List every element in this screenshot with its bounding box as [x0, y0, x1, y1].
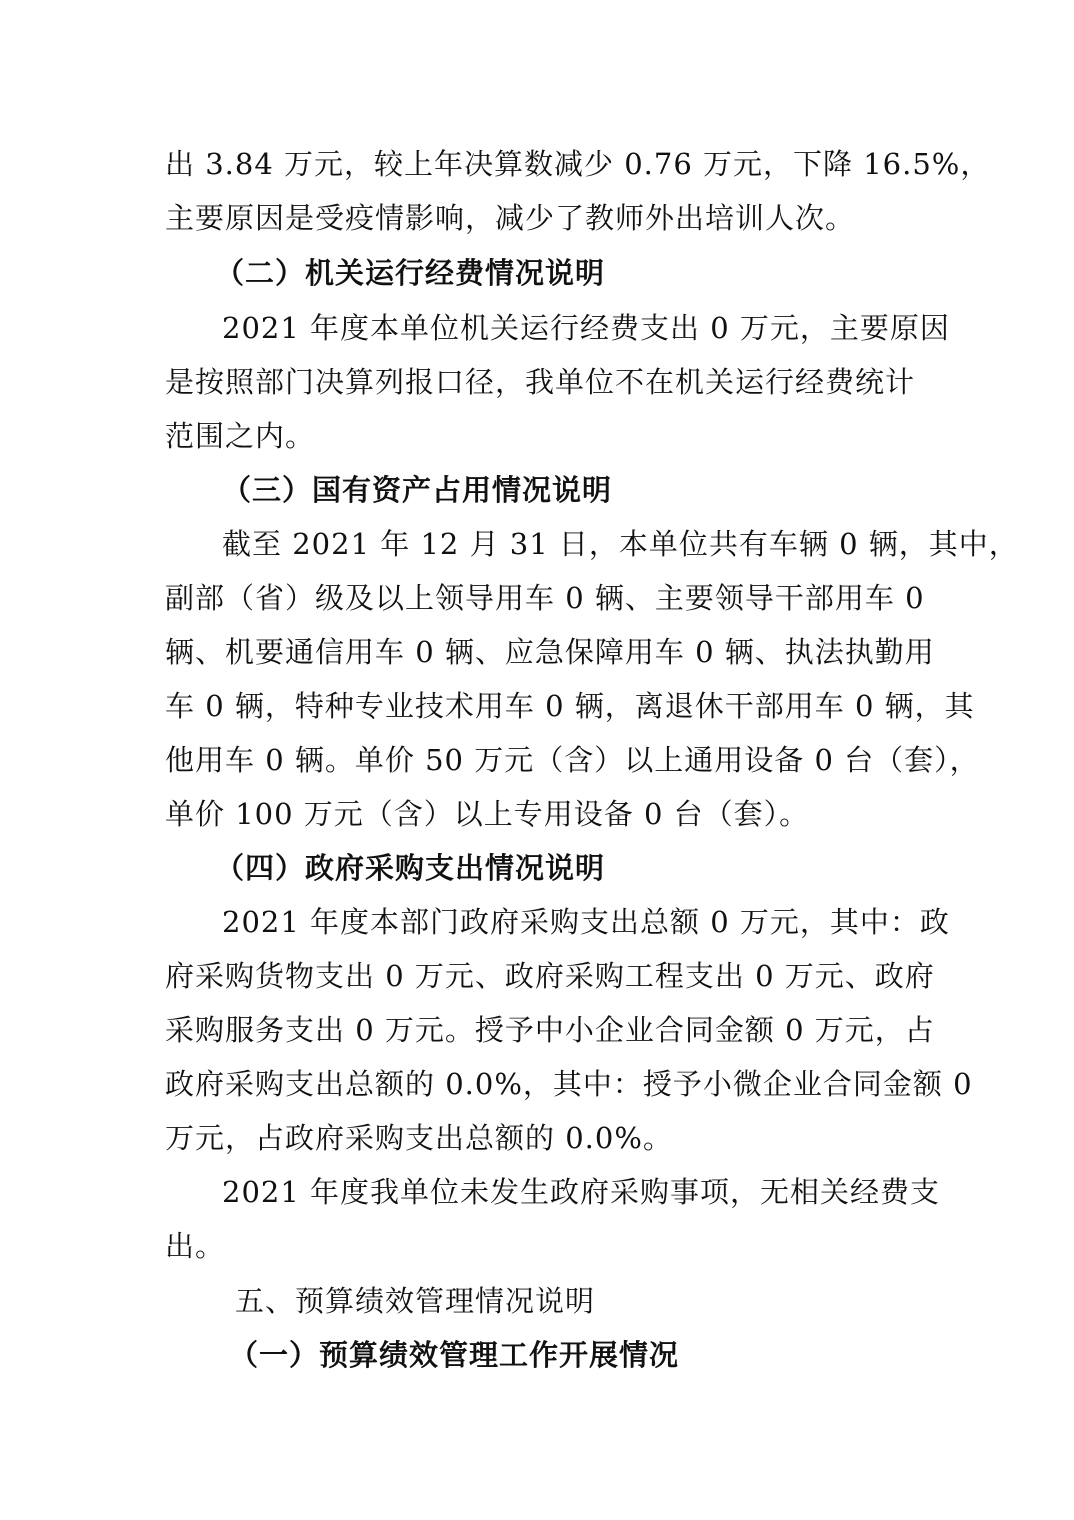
paragraph-line: 截至 2021 年 12 月 31 日，本单位共有车辆 0 辆，其中，	[222, 527, 1019, 561]
paragraph-line: 2021 年度本单位机关运行经费支出 0 万元，主要原因	[222, 311, 950, 345]
paragraph-line: 府采购货物支出 0 万元、政府采购工程支出 0 万元、政府	[165, 959, 935, 993]
paragraph-line: 他用车 0 辆。单价 50 万元（含）以上通用设备 0 台（套），	[165, 743, 980, 777]
paragraph-line: 主要原因是受疫情影响，减少了教师外出培训人次。	[165, 201, 856, 235]
paragraph-line: 单价 100 万元（含）以上专用设备 0 台（套）。	[165, 797, 810, 831]
paragraph-line: 2021 年度我单位未发生政府采购事项，无相关经费支	[222, 1175, 941, 1209]
paragraph-line: 2021 年度本部门政府采购支出总额 0 万元，其中：政	[222, 905, 950, 939]
chapter-heading-5: 五、预算绩效管理情况说明	[235, 1284, 596, 1318]
paragraph-line: 副部（省）级及以上领导用车 0 辆、主要领导干部用车 0	[165, 581, 925, 615]
paragraph-line: 政府采购支出总额的 0.0%，其中：授予小微企业合同金额 0	[165, 1067, 973, 1101]
section-heading-3: （三）国有资产占用情况说明	[222, 473, 613, 507]
paragraph-line: 辆、机要通信用车 0 辆、应急保障用车 0 辆、执法执勤用	[165, 635, 935, 669]
paragraph-line: 出。	[165, 1229, 226, 1263]
section-heading-1: （一）预算绩效管理工作开展情况	[229, 1338, 680, 1372]
section-heading-4: （四）政府采购支出情况说明	[215, 851, 606, 885]
paragraph-line: 是按照部门决算列报口径，我单位不在机关运行经费统计	[165, 365, 916, 399]
paragraph-line: 万元，占政府采购支出总额的 0.0%。	[165, 1121, 673, 1155]
paragraph-line: 出 3.84 万元，较上年决算数减少 0.76 万元，下降 16.5%，	[165, 147, 991, 181]
paragraph-line: 采购服务支出 0 万元。授予中小企业合同金额 0 万元，占	[165, 1013, 935, 1047]
section-heading-2: （二）机关运行经费情况说明	[215, 256, 606, 290]
paragraph-line: 范围之内。	[165, 419, 316, 453]
paragraph-line: 车 0 辆，特种专业技术用车 0 辆，离退休干部用车 0 辆，其	[165, 689, 975, 723]
